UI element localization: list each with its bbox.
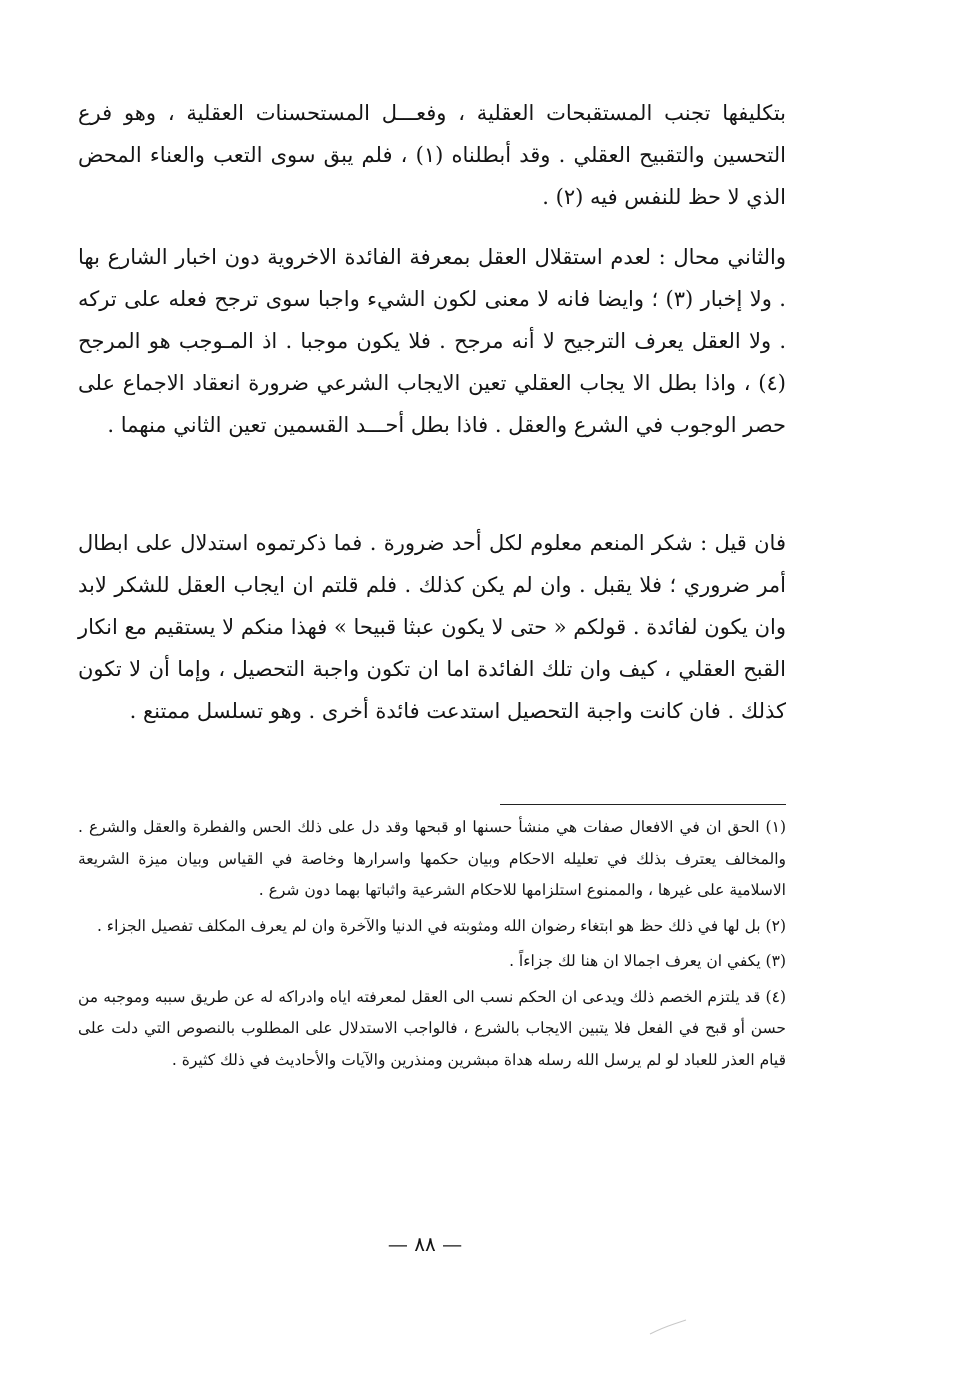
body-paragraph-3: فان قيل : شكر المنعم معلوم لكل أحد ضرورة . فما ذكرتموه استدلال على ابطال أمر ضروري ؛ فلا يقبل . وان لم يكن كذلك . فلم قلتم ان ايجاب العقل للشكر لابد وان يكون لفائدة . قولكم « حتى لا يكون عبثا قبيحا » فهذا منكم لا يستقيم مع انكار القبح العقلي ، كيف وان تلك الفائدة اما ان تكون واجبة التحصيل ، وإما أن لا تكون كذلك . فان كانت واجبة التحصيل استدعت فائدة أخرى . وهو تسلسل ممتنع . — [78, 531, 786, 723]
body-paragraph-1: بتكليفها تجنب المستقبحات العقلية ، وفعـــل المستحسنات العقلية ، وهو فرع التحسين والتقبيح العقلي . وقد أبطلناه (١) ، فلم يبق سوى التعب والعناء المحض الذي لا حظ للنفس فيه (٢) . — [78, 101, 787, 209]
footnotes — [78, 812, 786, 1080]
page-number: — ٨٨ — — [387, 1232, 463, 1256]
footnote-2: (٢) بل لها في ذلك حظ هو ابتغاء رضوان الله ومثوبته في الدنيا والآخرة وان لم يعرف المكلف تفصيل الجزاء . — [96, 916, 786, 935]
footnote-4: (٤) قد يلتزم الخصم ذلك ويدعى ان الحكم نسب الى العقل لمعرفته اياه وادراكه له عن طريق سببه وموجبه من حسن أو قبح في الفعل فلا يتبين الايجاب بالشرع ، فالواجب الاستدلال على المطلوب بالنصوص التي دلت على قيام العذر للعباد لو لم يرسل الله رسله هداة مبشرين ومنذرين والآيات والأحاديث في ذلك كثيرة . — [78, 987, 786, 1069]
footnote-3: (٣) يكفي ان يعرف اجمالا ان هنا لك جزاءاً . — [509, 952, 786, 970]
body-paragraph-2: والثاني محال : لعدم استقلال العقل بمعرفة الفائدة الاخروية دون اخبار الشارع بها . ولا إخبار (٣) ؛ وايضا فانه لا معنى لكون الشيء واجبا سوى ترجح فعله على تركه . ولا العقل يعرف الترجيح لا أنه مرجح . فلا يكون موجبا . اذ المـوجب هو المرجح (٤) ، واذا بطل الا يجاب العقلي تعين الايجاب الشرعي ضرورة انعقاد الاجماع على حصر الوجوب في الشرع والعقل . فاذا بطل أحـــد القسمين تعين الثاني منهما . — [78, 245, 786, 437]
footnote-1: (١) الحق ان في الافعال صفات هي منشأ حسنها او قبحها وقد دل على ذلك الحس والفطرة والعقل والشرع . والمخالف يعترف بذلك في تعليله الاحكام وبيان حكمها واسرارها وخاصة في القياس وبيان ميزة الشريعة الاسلامية على غيرها ، والممنوع استلزامها للاحكام الشرعية واثباتها بهما دون شرع . — [78, 818, 786, 899]
scan-mark — [648, 1318, 688, 1338]
footnote-separator — [500, 804, 786, 805]
